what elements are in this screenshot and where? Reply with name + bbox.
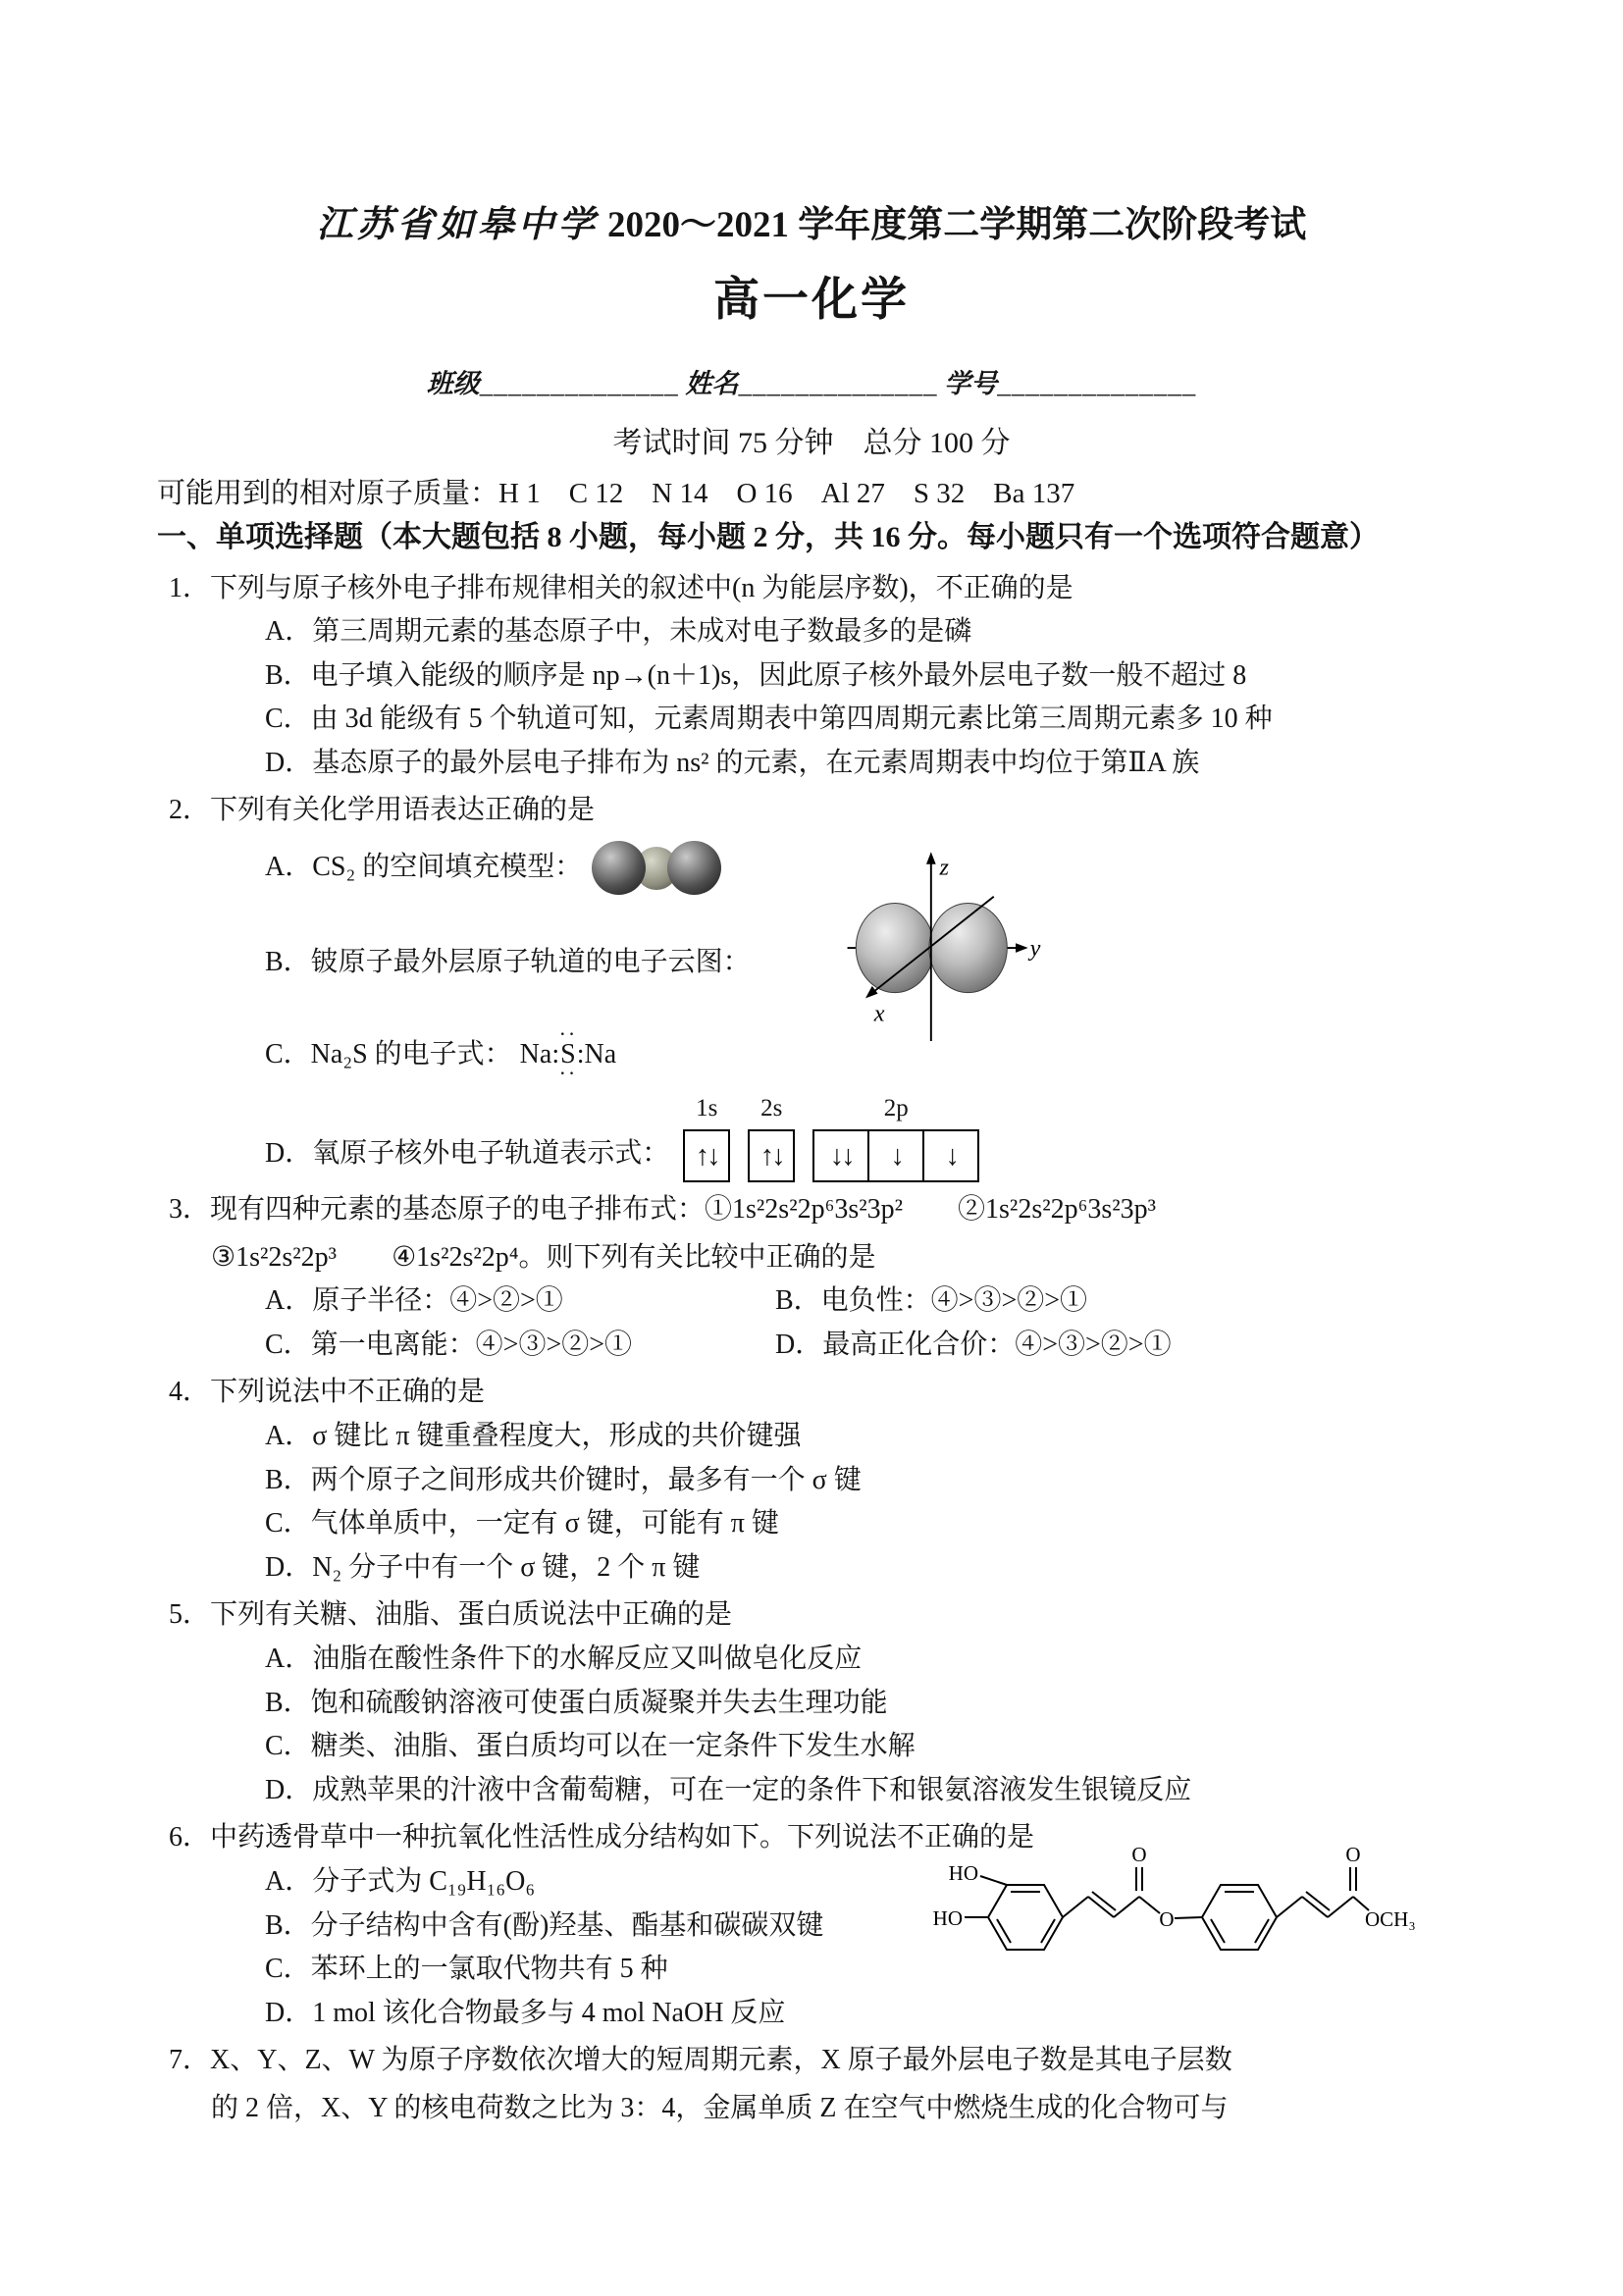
sulfur-with-lone-pairs — [558, 1020, 578, 1086]
student-id-label: 学号 — [944, 369, 998, 398]
question-1-option-d: D．基态原子的最外层电子排布为 ns² 的元素，在元素周期表中均位于第ⅡA 族 — [265, 747, 1200, 778]
question-6 — [157, 1818, 1466, 2033]
school-name: 江苏省如皋中学 — [316, 205, 599, 245]
orbital-2p-group — [812, 1091, 979, 1182]
question-3-option-c: C．第一电离能：④>③>②>① — [265, 1329, 633, 1360]
orbital-box-2p-3: ↓ — [922, 1129, 979, 1182]
question-3-stem-line1: 3．现有四种元素的基态原子的电子排布式：①1s²2s²2p⁶3s²3p² ②1s²2s²2p⁶3s²3p³ — [169, 1194, 1157, 1226]
exam-session: 2020～2021 学年度第二学期第二次阶段考试 — [607, 205, 1307, 245]
question-5-option-c: C．糖类、油脂、蛋白质均可以在一定条件下发生水解 — [265, 1731, 916, 1762]
cs2-space-filling-model — [592, 839, 721, 896]
question-3-options-row1 — [157, 1281, 1466, 1322]
question-1-option-c: C．由 3d 能级有 5 个轨道可知，元素周期表中第四周期元素比第三周期元素多 10 种 — [265, 704, 1273, 735]
orbital-2s-group — [748, 1091, 795, 1182]
orbital-box-2p-2: ↓ — [867, 1129, 924, 1182]
question-2-option-a-label: A．CS₂ 的空间填充模型： — [265, 851, 583, 882]
ester-oxygen: O — [1159, 1907, 1175, 1932]
name-field-label: 姓名 — [685, 369, 739, 398]
hydroxyl-label-left: HO — [932, 1906, 963, 1931]
question-2-option-d — [157, 1086, 1466, 1182]
sodium-left: Na — [519, 1038, 552, 1070]
question-5-stem: 5．下列有关糖、油脂、蛋白质说法中正确的是 — [169, 1599, 733, 1631]
question-3-stem-line2: ③1s²2s²2p³ ④1s²2s²2p⁴。则下列有关比较中正确的是 — [211, 1241, 876, 1273]
question-2-option-c — [157, 1020, 1466, 1086]
question-1-option-b: B．电子填入能级的顺序是 np→(n＋1)s，因此原子核外最外层电子数一般不超过 8 — [265, 659, 1247, 691]
question-6-option-b: B．分子结构中含有(酚)羟基、酯基和碳碳双键 — [265, 1909, 824, 1941]
methoxy-group-label: OCH₃ — [1365, 1907, 1416, 1932]
bond-pair-right: : — [576, 1038, 585, 1070]
question-2-option-b-label: B．铍原子最外层原子轨道的电子云图： — [265, 946, 751, 977]
question-7-stem-line1: 7．X、Y、Z、W 为原子序数依次增大的短周期元素，X 原子最外层电子数是其电子层数 — [169, 2045, 1232, 2076]
section-one-header: 一、单项选择题（本大题包括 8 小题，每小题 2 分，共 16 分。每小题只有一个选项符合题意） — [157, 521, 1379, 553]
question-2-stem: 2．下列有关化学用语表达正确的是 — [169, 795, 596, 826]
question-3-options-row2 — [157, 1326, 1466, 1366]
question-4 — [157, 1373, 1466, 1588]
hydroxyl-label-top: HO — [948, 1861, 978, 1886]
molecular-structure-figure — [908, 1824, 1418, 2018]
question-5-option-b: B．饱和硫酸钠溶液可使蛋白质凝聚并失去生理功能 — [265, 1687, 888, 1718]
question-5-option-d: D．成熟苹果的汁液中含葡萄糖，可在一定的条件下和银氨溶液发生银镜反应 — [265, 1774, 1192, 1805]
carbonyl-oxygen-left: O — [1131, 1843, 1147, 1867]
question-3-option-d: D．最高正化合价：④>③>②>① — [775, 1329, 1172, 1360]
question-7-stem-line2: 的 2 倍，X、Y 的核电荷数之比为 3：4，金属单质 Z 在空气中燃烧生成的化合物可与 — [211, 2092, 1229, 2123]
carbonyl-oxygen-right: O — [1345, 1843, 1361, 1867]
sulfur-symbol: S — [560, 1038, 576, 1070]
question-5-option-a: A．油脂在酸性条件下的水解反应又叫做皂化反应 — [265, 1644, 863, 1674]
subject-title: 高一化学 — [713, 275, 910, 326]
orbital-label-2s: 2s — [760, 1094, 783, 1122]
question-5 — [157, 1595, 1466, 1810]
question-6-option-c: C．苯环上的一氯取代物共有 5 种 — [265, 1954, 668, 1985]
orbital-2p-boxes — [812, 1129, 979, 1182]
question-6-option-a: A．分子式为 C₁₉H₁₆O₆ — [265, 1865, 536, 1897]
orbital-label-1s: 1s — [696, 1094, 718, 1122]
question-1-option-a: A．第三周期元素的基态原子中，未成对电子数最多的是磷 — [265, 616, 972, 648]
electron-cloud-figure — [834, 849, 1048, 1064]
student-id-blank: ______________ — [997, 369, 1197, 398]
question-3-option-b: B．电负性：④>③>②>① — [775, 1285, 1088, 1317]
axis-label-z: z — [939, 854, 949, 881]
class-field-label: 班级 — [426, 369, 480, 398]
orbital-box-2p-1: ↓↓ — [812, 1129, 869, 1182]
question-2 — [157, 791, 1466, 1182]
lone-pair-top: ·· — [558, 1020, 578, 1046]
sulfur-sphere-left — [592, 841, 646, 895]
orbital-box-1s: ↑↓ — [683, 1129, 730, 1182]
question-6-option-d: D．1 mol 该化合物最多与 4 mol NaOH 反应 — [265, 1997, 786, 2028]
question-4-option-a: A．σ 键比 π 键重叠程度大，形成的共价键强 — [265, 1421, 802, 1452]
question-1-stem: 1．下列与原子核外电子排布规律相关的叙述中(n 为能层序数)，不正确的是 — [169, 572, 1073, 603]
question-2-option-d-label: D．氧原子核外电子轨道表示式： — [265, 1138, 670, 1170]
question-4-stem: 4．下列说法中不正确的是 — [169, 1377, 486, 1408]
question-4-option-b: B．两个原子之间形成共价键时，最多有一个 σ 键 — [265, 1464, 862, 1495]
sodium-right: Na — [584, 1038, 617, 1070]
orbital-label-2p: 2p — [883, 1094, 909, 1122]
lone-pair-bottom: ·· — [558, 1061, 578, 1086]
atomic-masses-note: 可能用到的相对原子质量：H 1 C 12 N 14 O 16 Al 27 S 32 Ba 137 — [157, 478, 1075, 509]
exam-duration-info: 考试时间 75 分钟 总分 100 分 — [612, 427, 1011, 459]
orbital-diagram — [683, 1091, 997, 1182]
name-blank: ______________ — [738, 369, 938, 398]
question-4-option-d: D．N₂ 分子中有一个 σ 键，2 个 π 键 — [265, 1551, 701, 1583]
question-1 — [157, 569, 1466, 784]
bond-pair-left: : — [551, 1038, 560, 1070]
exam-title — [157, 194, 1466, 247]
electron-dot-formula — [519, 1020, 617, 1086]
class-blank: ______________ — [479, 369, 679, 398]
orbital-box-2s: ↑↓ — [748, 1129, 795, 1182]
student-info-line — [157, 362, 1466, 400]
question-4-option-c: C．气体单质中，一定有 σ 键，可能有 π 键 — [265, 1508, 779, 1539]
axis-label-y: y — [1029, 934, 1041, 962]
question-3-option-a: A．原子半径：④>②>① — [265, 1285, 563, 1317]
question-2-option-c-label: C．Na₂S 的电子式： — [265, 1038, 512, 1070]
question-2-option-a — [157, 835, 1466, 900]
question-7 — [157, 2041, 1466, 2128]
question-3 — [157, 1190, 1466, 1365]
sulfur-sphere-right — [667, 841, 721, 895]
question-6-stem: 6．中药透骨草中一种抗氧化性活性成分结构如下。下列说法不正确的是 — [169, 1822, 1035, 1853]
orbital-1s-group — [683, 1091, 730, 1182]
axis-label-x: x — [873, 1000, 885, 1027]
